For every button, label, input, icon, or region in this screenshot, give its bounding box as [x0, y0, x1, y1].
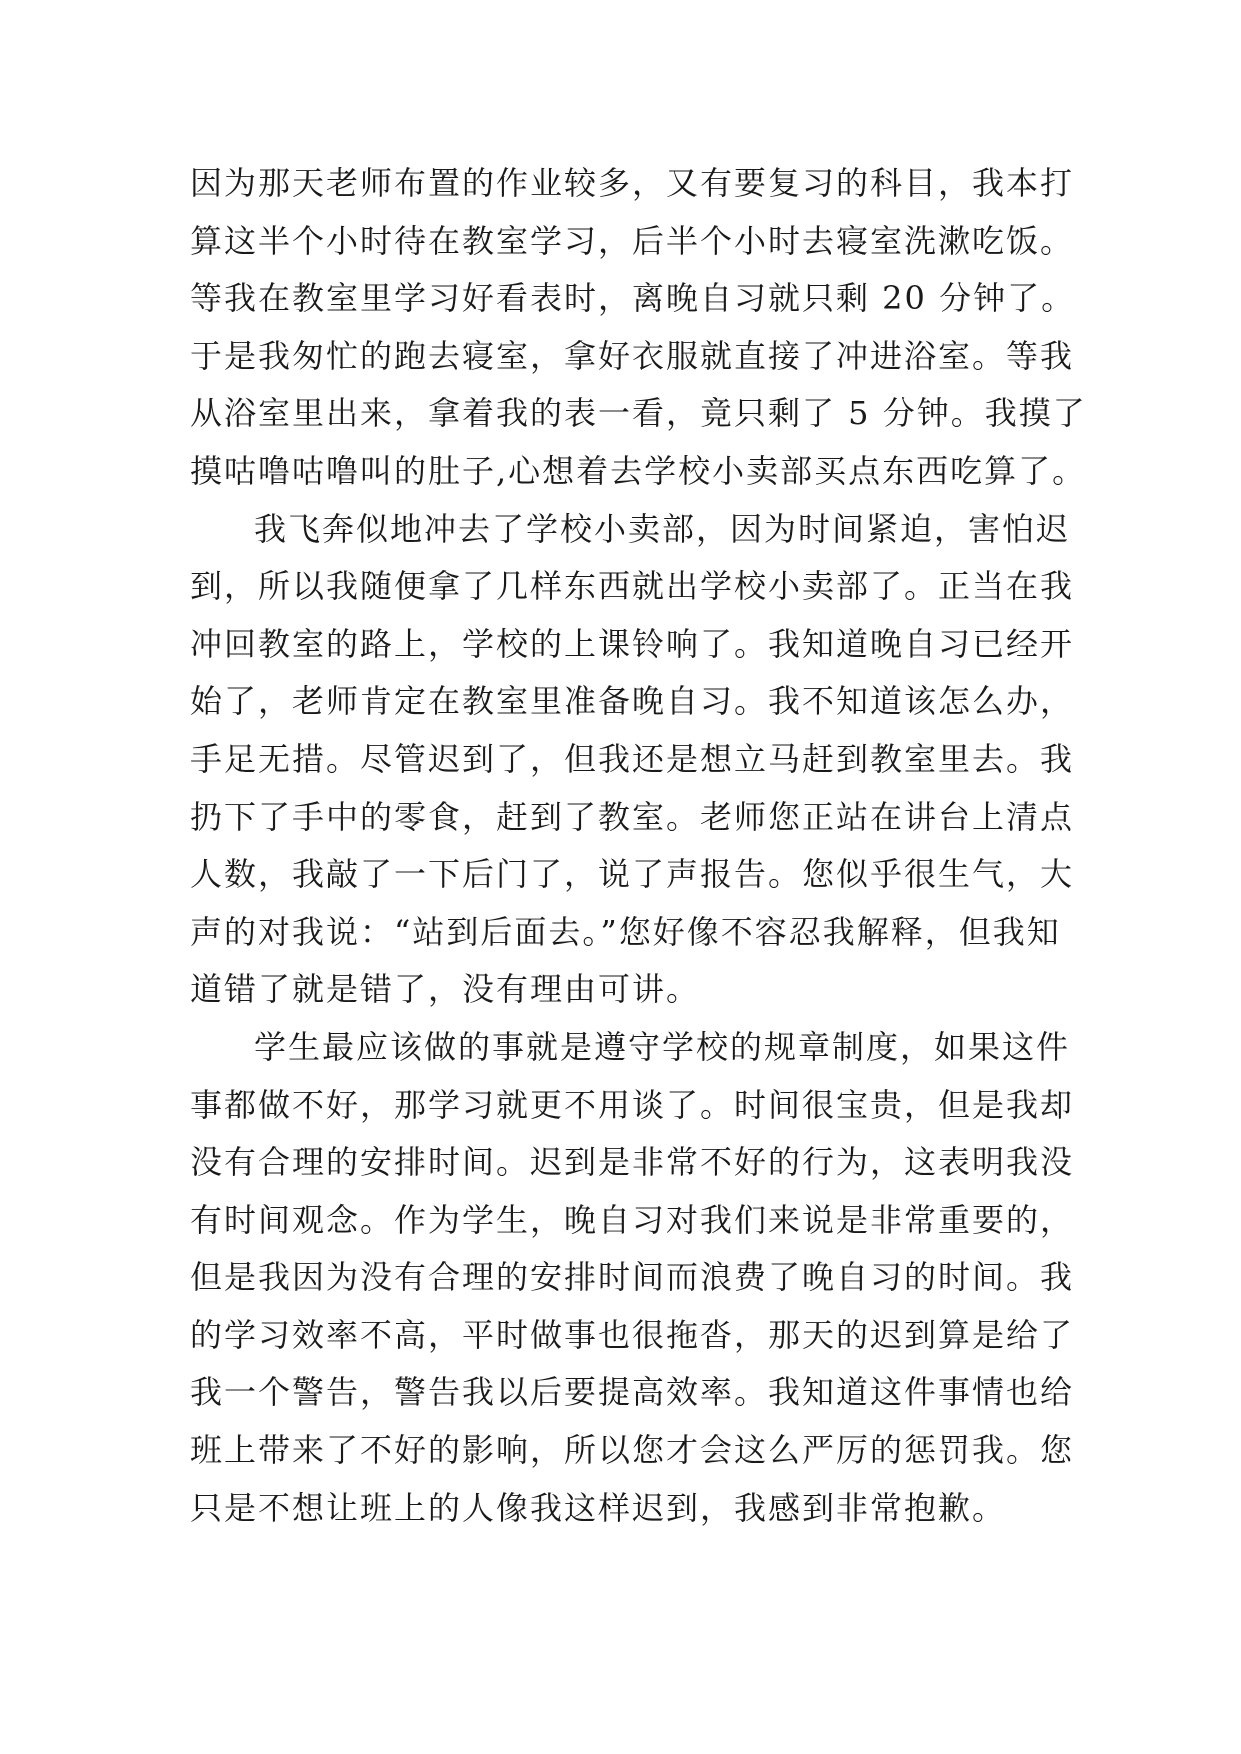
text-line: 算这半个小时待在教室学习，后半个小时去寝室洗漱吃饭。 [190, 221, 1075, 260]
text-line: 等我在教室里学习好看表时，离晚自习就只剩 20 分钟了。 [190, 279, 1076, 318]
text-line: 没有合理的安排时间。迟到是非常不好的行为，这表明我没 [190, 1143, 1075, 1182]
text-line: 人数，我敲了一下后门了，说了声报告。您似乎很生气，大 [190, 855, 1075, 894]
text-line: 冲回教室的路上，学校的上课铃响了。我知道晚自习已经开 [190, 624, 1075, 663]
text-line: 只是不想让班上的人像我这样迟到，我感到非常抱歉。 [190, 1488, 1007, 1527]
text-line: 于是我匆忙的跑去寝室，拿好衣服就直接了冲进浴室。等我 [190, 336, 1075, 375]
text-line: 班上带来了不好的影响，所以您才会这么严厉的惩罚我。您 [190, 1431, 1075, 1470]
document-body [190, 155, 1090, 1537]
text-line: 声的对我说：“站到后面去。”您好像不容忍我解释，但我知 [190, 912, 1061, 951]
text-line: 从浴室里出来，拿着我的表一看，竟只剩了 5 分钟。我摸了 [190, 394, 1087, 433]
text-line: 事都做不好，那学习就更不用谈了。时间很宝贵，但是我却 [190, 1085, 1075, 1124]
paragraph-3 [190, 1019, 1090, 1537]
text-line: 始了，老师肯定在教室里准备晚自习。我不知道该怎么办， [190, 682, 1075, 721]
text-line: 因为那天老师布置的作业较多，又有要复习的科目，我本打 [190, 164, 1075, 202]
text-line: 的学习效率不高，平时做事也很拖沓，那天的迟到算是给了 [190, 1315, 1075, 1354]
text-line: 扔下了手中的零食，赶到了教室。老师您正站在讲台上清点 [190, 797, 1075, 836]
text-line: 但是我因为没有合理的安排时间而浪费了晚自习的时间。我 [190, 1258, 1075, 1297]
text-line: 道错了就是错了，没有理由可讲。 [190, 970, 701, 1009]
text-line: 摸咕噜咕噜叫的肚子,心想着去学校小卖部买点东西吃算了。 [190, 451, 1087, 490]
text-line-first: 学生最应该做的事就是遵守学校的规章制度，如果这件 [254, 1027, 1071, 1066]
text-line: 到，所以我随便拿了几样东西就出学校小卖部了。正当在我 [190, 567, 1075, 606]
paragraph-2 [190, 501, 1090, 1019]
text-line: 我一个警告，警告我以后要提高效率。我知道这件事情也给 [190, 1373, 1075, 1412]
text-line-first: 我飞奔似地冲去了学校小卖部，因为时间紧迫，害怕迟 [254, 509, 1071, 548]
text-line: 手足无措。尽管迟到了，但我还是想立马赶到教室里去。我 [190, 739, 1075, 778]
text-line: 有时间观念。作为学生，晚自习对我们来说是非常重要的， [190, 1200, 1075, 1239]
paragraph-1 [190, 155, 1090, 501]
